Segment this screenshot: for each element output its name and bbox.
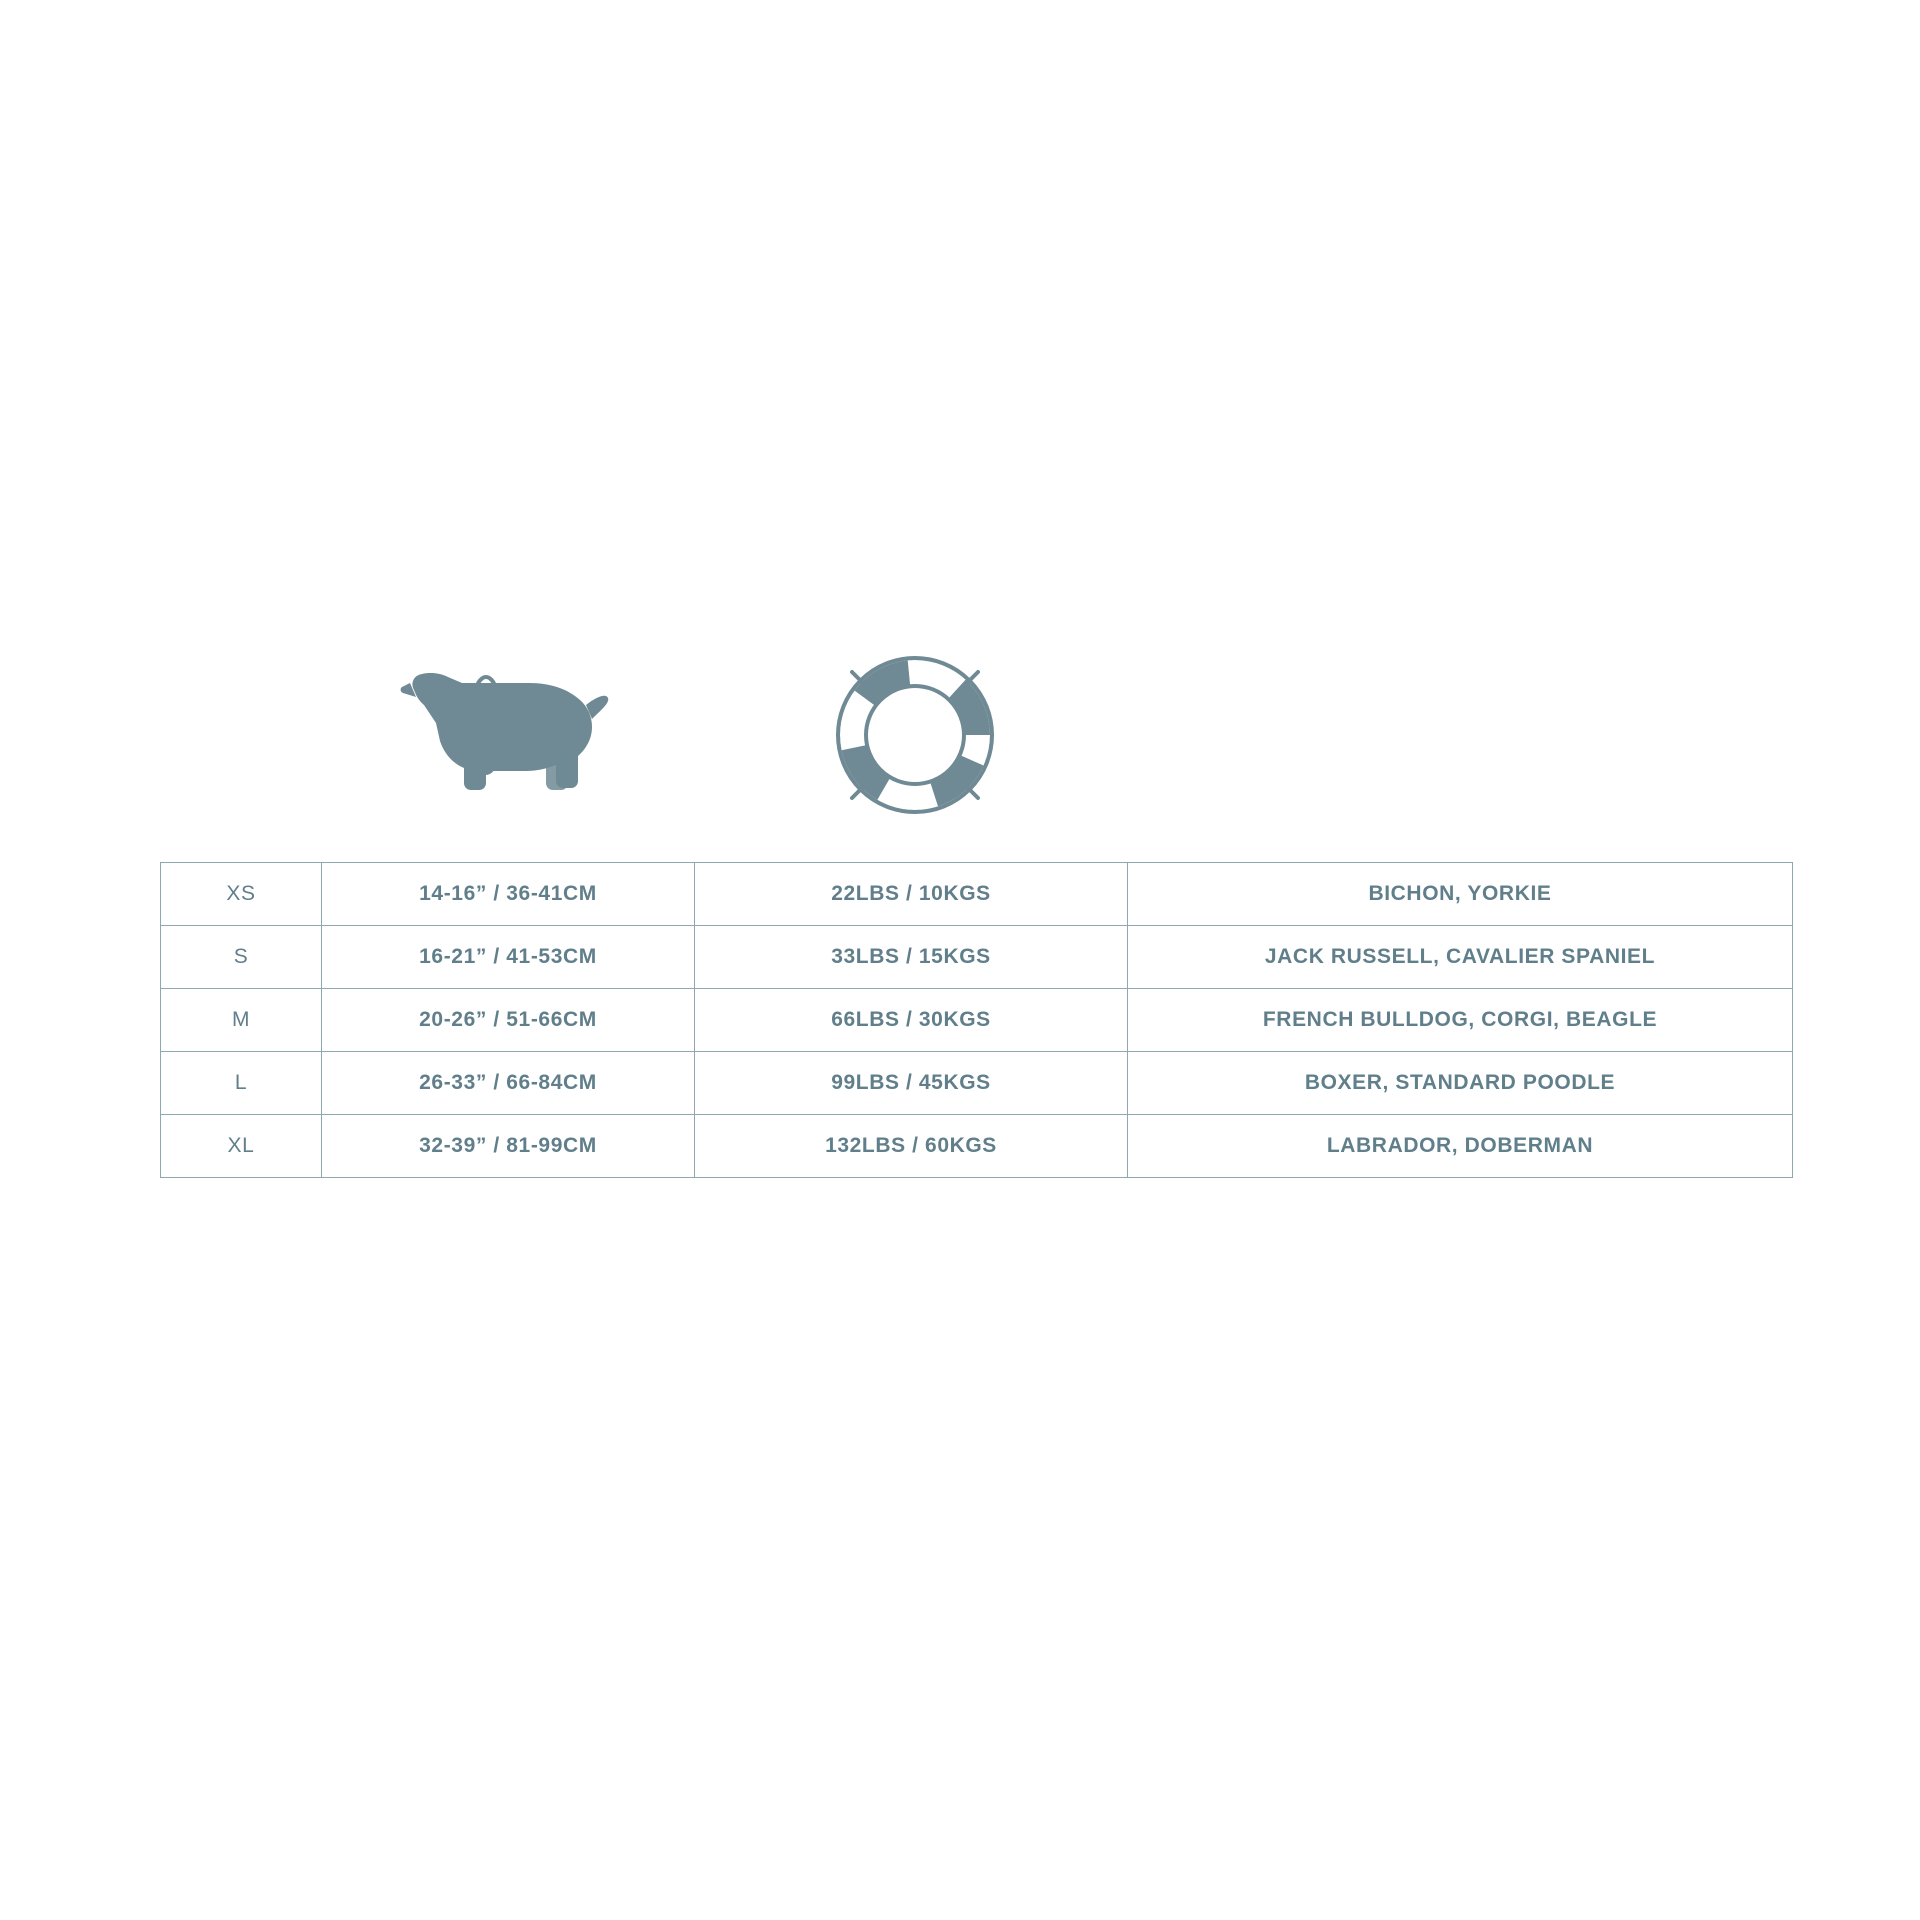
cell-breeds: FRENCH BULLDOG, CORGI, BEAGLE [1128,989,1793,1052]
cell-weight: 132LBS / 60KGS [695,1115,1128,1178]
cell-breeds: BICHON, YORKIE [1128,863,1793,926]
cell-girth: 20-26” / 51-66CM [322,989,695,1052]
table-row [161,989,1793,1052]
size-chart-table [160,862,1793,1178]
life-ring-weight-icon [830,650,1000,820]
cell-girth: 32-39” / 81-99CM [322,1115,695,1178]
cell-breeds: BOXER, STANDARD POODLE [1128,1052,1793,1115]
cell-size: M [161,989,322,1052]
harness-icon-cell [320,640,690,830]
cell-size: XS [161,863,322,926]
cell-weight: 99LBS / 45KGS [695,1052,1128,1115]
table-row [161,1052,1793,1115]
dog-harness-icon [400,653,610,818]
cell-girth: 16-21” / 41-53CM [322,926,695,989]
table-row [161,863,1793,926]
cell-weight: 33LBS / 15KGS [695,926,1128,989]
cell-weight: 66LBS / 30KGS [695,989,1128,1052]
cell-breeds: LABRADOR, DOBERMAN [1128,1115,1793,1178]
cell-size: L [161,1052,322,1115]
cell-girth: 14-16” / 36-41CM [322,863,695,926]
cell-girth: 26-33” / 66-84CM [322,1052,695,1115]
cell-size: XL [161,1115,322,1178]
weight-icon-cell [700,640,1130,830]
table-row [161,926,1793,989]
size-chart-body [161,863,1793,1178]
cell-size: S [161,926,322,989]
cell-weight: 22LBS / 10KGS [695,863,1128,926]
cell-breeds: JACK RUSSELL, CAVALIER SPANIEL [1128,926,1793,989]
icon-header-row [160,640,1760,840]
table-row [161,1115,1793,1178]
